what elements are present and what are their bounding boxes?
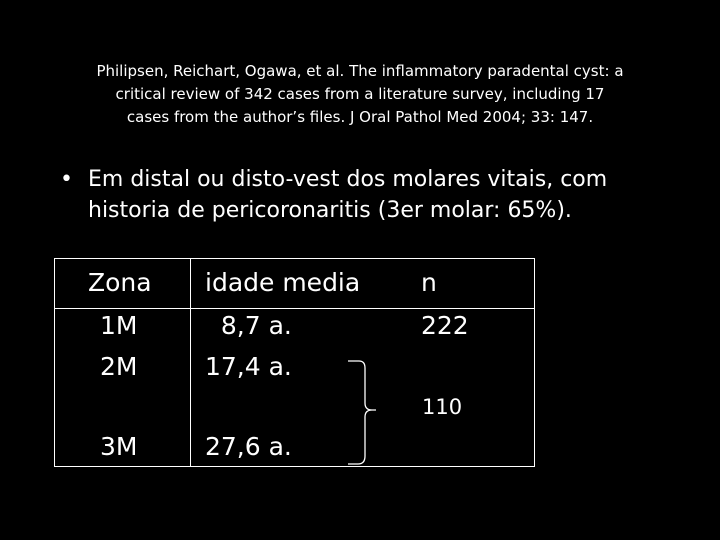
row-3-idade: 27,6 a.	[205, 432, 292, 461]
header-n: n	[421, 268, 437, 297]
table-column-divider	[190, 258, 191, 467]
header-idade-media: idade media	[205, 268, 361, 297]
row-2-idade: 17,4 a.	[205, 352, 292, 381]
bullet-text: Em distal ou disto-vest dos molares vitais, com historia de pericoronaritis (3er molar: 65%).	[88, 167, 608, 223]
bullet-marker: •	[60, 167, 73, 192]
row-1-n: 222	[421, 311, 469, 340]
row-1-idade: 8,7 a.	[205, 311, 292, 340]
row-2-zona: 2M	[100, 352, 138, 381]
row-3-zona: 3M	[100, 432, 138, 461]
header-zona: Zona	[88, 268, 152, 297]
grouping-brace-icon	[346, 356, 386, 468]
row-1-zona: 1M	[100, 311, 138, 340]
table-header-divider	[54, 308, 535, 309]
citation-text: Philipsen, Reichart, Ogawa, et al. The inflammatory paradental cyst: a critical review of 342 cases from a literature survey, including 17 cases from the author’s files. J Oral Pathol Med 2004; 33: 147.	[96, 62, 624, 126]
grouped-n-value: 110	[422, 395, 463, 419]
